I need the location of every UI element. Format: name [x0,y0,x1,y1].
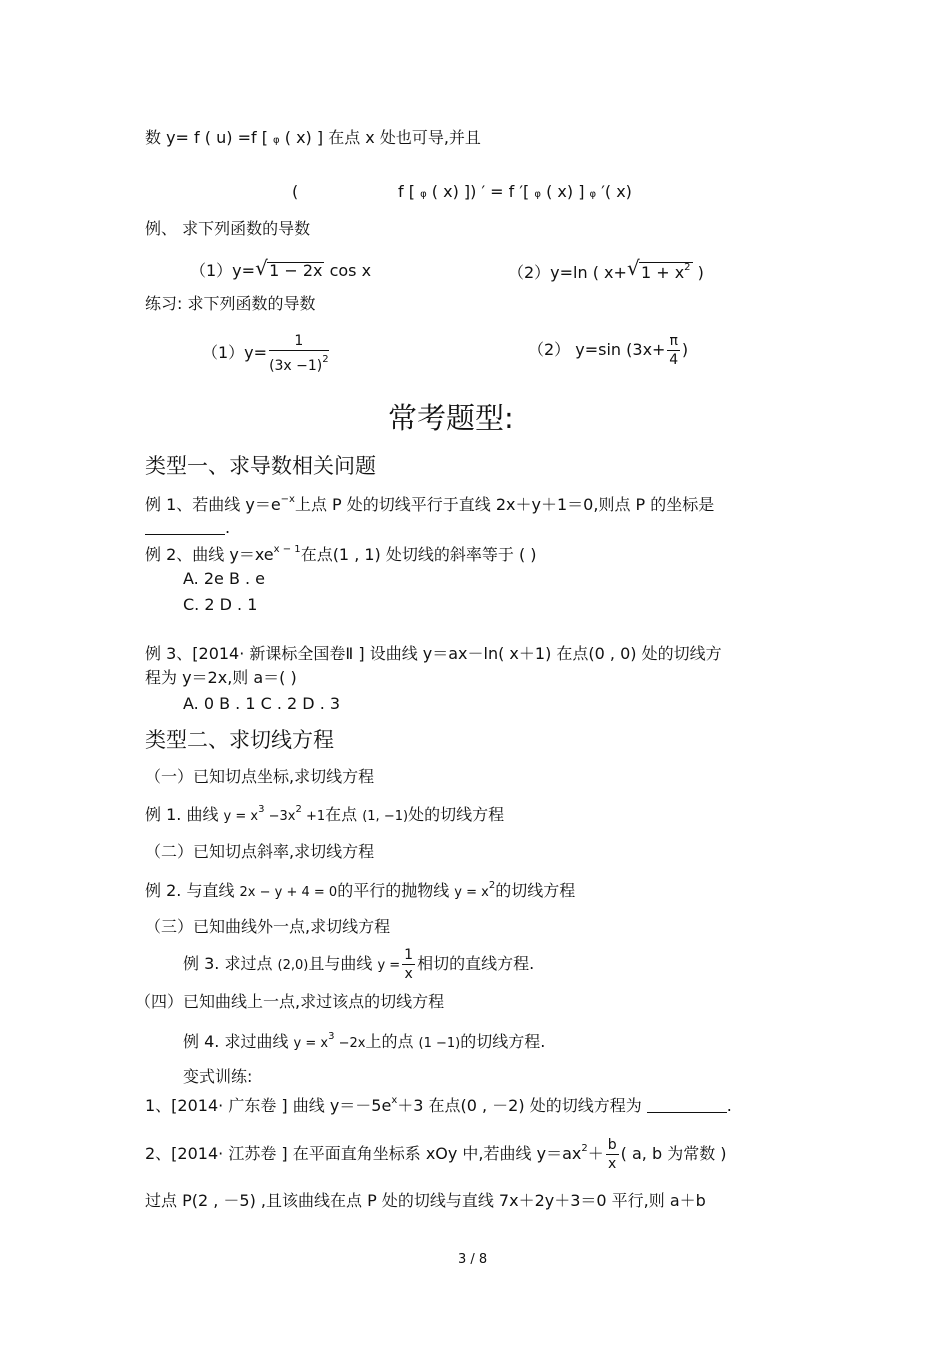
variant-1 [145,1096,732,1114]
exponent: 3 [328,1031,335,1042]
text: 在点 [325,805,363,824]
formula: −2x [334,1036,366,1051]
subsection-4: （四）已知曲线上一点,求过该点的切线方程 [135,992,445,1011]
numerator: π [669,333,678,349]
type-1-heading: 类型一、求导数相关问题 [145,454,376,478]
phi-symbol: φ [589,189,597,200]
example-2-options-1: A. 2e B . e [183,569,266,588]
section-title: 常考题型: [388,401,514,435]
text: ( [292,182,299,201]
text: （2） y=sin (3x+ [528,340,666,359]
text: 例 1. 曲线 [145,805,224,824]
exponent: 2 [684,262,691,273]
exponent: 2 [295,804,302,815]
answer-blank [145,520,225,535]
subsection-1: （一）已知切点坐标,求切线方程 [145,767,375,786]
practice-heading: 练习: 求下列函数的导数 [145,294,316,313]
text: ′( x) [601,182,632,201]
exponent: −x [280,494,295,505]
formula: y = x [293,1036,329,1051]
practice-item-1 [202,332,331,375]
text: 的切线方程. [460,1032,546,1051]
example-1 [145,495,714,513]
answer-blank [647,1098,727,1113]
exponent: 2 [322,354,329,365]
text: 2、[2014· 江苏卷 ] 在平面直角坐标系 xOy 中,若曲线 y＝ax [145,1144,582,1163]
fraction [402,946,415,983]
formula: (1, −1) [362,809,409,824]
text: 的平行的抛物线 [337,881,455,900]
text: ( x) ] [546,182,585,201]
denominator: x [404,966,413,982]
text: （1）y= [190,261,256,280]
exponent: 2 [581,1143,588,1154]
numerator: b [607,1137,617,1153]
text: ( x) ]) ′ = f ′[ [431,182,530,201]
example-3-options: A. 0 B . 1 C . 2 D . 3 [183,694,341,713]
denominator: 4 [669,352,679,368]
tangent-example-4 [183,1032,545,1050]
fraction [667,332,679,369]
text: 的切线方程 [495,881,576,900]
tangent-example-3 [183,946,534,983]
text: （1）y= [202,343,268,362]
example-item-1 [190,262,371,279]
example-2-options-2: C. 2 D . 1 [183,595,258,614]
formula-line-1 [145,130,481,146]
formula: +1 [301,809,326,824]
text: 例 2. 与直线 [145,881,240,900]
formula: y = x [454,885,489,900]
example-3-line-2: 程为 y＝2x,则 a＝( ) [145,668,297,687]
text: ＋3 在点(0 , －2) 处的切线方程为 [397,1096,647,1115]
denominator: x [608,1156,617,1172]
text: 且与曲线 [308,954,378,973]
fraction [269,332,329,375]
phi-symbol: φ [420,189,427,200]
exponent: 3 [258,804,265,815]
tangent-example-1 [145,805,504,823]
text: 在点(1 , 1) 处切线的斜率等于 ( ) [300,545,537,564]
text: 例 1、若曲线 y＝e [145,495,281,514]
formula: y = x [223,809,259,824]
text: ＋ [587,1144,604,1163]
example-heading: 例、 求下列函数的导数 [145,219,311,238]
example-1-blank [145,520,230,536]
type-2-heading: 类型二、求切线方程 [145,728,334,752]
sqrt [255,262,324,279]
text: （2）y=ln ( x+ [508,263,627,282]
text: 1 + x [640,263,685,282]
exponent: x [391,1095,398,1106]
numerator: 1 [269,332,329,351]
text: 例 4. 求过曲线 [183,1032,294,1051]
page-number: 3 / 8 [458,1252,488,1267]
text: 处的切线方程 [408,805,505,824]
text: 1、[2014· 广东卷 ] 曲线 y＝－5e [145,1096,392,1115]
variant-2 [145,1136,727,1173]
text: . [225,518,231,537]
example-3-line-1: 例 3、[2014· 新课标全国卷Ⅱ ] 设曲线 y＝ax－ln( x＋1) 在点(0 , 0) 处的切线方 [145,644,722,663]
text: ) [692,263,704,282]
sqrt [627,262,693,281]
text: f [ [398,182,415,201]
formula: (2,0) [277,958,309,973]
exponent: x − 1 [273,544,301,555]
text: cos x [329,261,372,280]
variant-heading: 变式训练: [183,1067,253,1086]
subsection-2: （二）已知切点斜率,求切线方程 [145,842,375,861]
phi-symbol: φ [534,189,541,200]
text: . [726,1096,732,1115]
example-2 [145,545,537,563]
text: (3x −1) [269,358,323,374]
denominator [269,351,329,375]
numerator: 1 [404,947,414,963]
fraction [606,1136,619,1173]
exponent: 2 [488,880,496,891]
text: 上的点 [365,1032,419,1051]
text: 相切的直线方程. [417,954,535,973]
text: 例 2、曲线 y＝xe [145,545,274,564]
text: 上点 P 处的切线平行于直线 2x＋y＋1＝0,则点 P 的坐标是 [294,495,715,514]
variant-2-line-2: 过点 P(2 , －5) ,且该曲线在点 P 处的切线与直线 7x＋2y＋3＝0 平行,则 a＋b [145,1191,706,1210]
tangent-example-2 [145,881,575,899]
formula: y = [377,958,401,973]
subsection-3: （三）已知曲线外一点,求切线方程 [145,917,391,936]
text: 数 y= f ( u) =f [ [145,128,268,147]
example-item-2 [508,262,704,281]
formula: −3x [264,809,296,824]
practice-item-2 [528,332,688,369]
text: ) [681,340,689,359]
text: 例 3. 求过点 [183,954,278,973]
formula-line-2 [398,184,632,200]
phi-symbol: φ [273,135,280,146]
text: ( x) ] 在点 x 处也可导,并且 [284,128,481,147]
text: ( a, b 为常数 ) [620,1144,727,1163]
formula: (1 −1) [418,1036,461,1051]
formula-line-2-open [292,184,298,200]
radicand: 1 − 2x [269,261,323,280]
radicand [639,262,693,281]
formula: 2x − y + 4 = 0 [239,885,338,900]
